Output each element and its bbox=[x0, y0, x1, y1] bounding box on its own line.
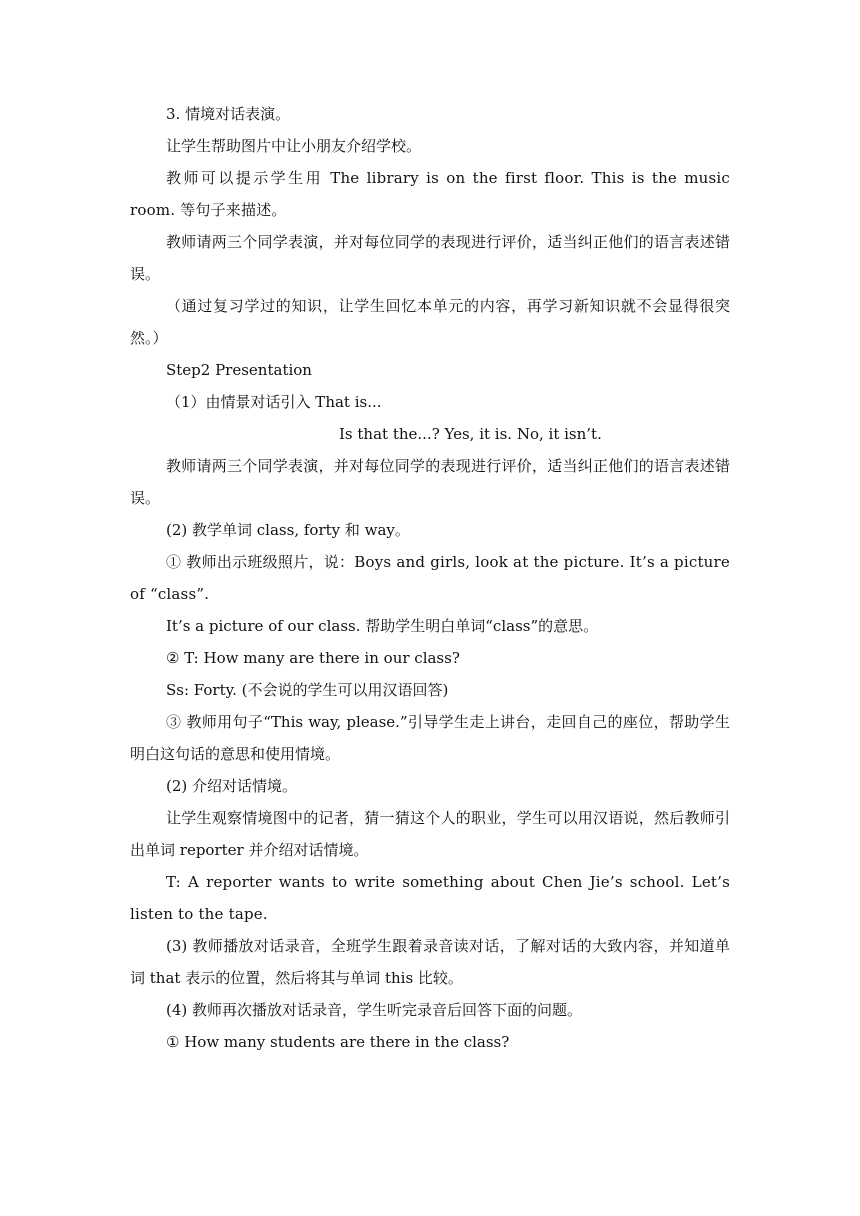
paragraph: T: A reporter wants to write something about Chen Jie’s school. Let’s listen to the tape. bbox=[130, 873, 730, 923]
paragraph: （1）由情景对话引入 That is... bbox=[166, 393, 382, 411]
document-body bbox=[130, 98, 730, 1058]
paragraph-note: （通过复习学过的知识，让学生回忆本单元的内容，再学习新知识就不会显得很突然。） bbox=[130, 297, 730, 347]
paragraph: ① 教师出示班级照片，说：Boys and girls, look at the picture. It’s a picture of “class”. bbox=[130, 553, 730, 603]
paragraph: (2) 介绍对话情境。 bbox=[166, 777, 298, 795]
paragraph: 教师可以提示学生用 The library is on the first floor. This is the music room. 等句子来描述。 bbox=[130, 169, 730, 219]
paragraph: Ss: Forty. (不会说的学生可以用汉语回答) bbox=[166, 681, 449, 699]
paragraph: (4) 教师再次播放对话录音，学生听完录音后回答下面的问题。 bbox=[166, 1001, 583, 1019]
paragraph: (2) 教学单词 class, forty 和 way。 bbox=[166, 521, 410, 539]
section-heading: 3. 情境对话表演。 bbox=[166, 105, 291, 123]
paragraph: 教师请两三个同学表演，并对每位同学的表现进行评价，适当纠正他们的语言表述错误。 bbox=[130, 233, 730, 283]
paragraph: 教师请两三个同学表演，并对每位同学的表现进行评价，适当纠正他们的语言表述错误。 bbox=[130, 457, 730, 507]
paragraph: 让学生观察情境图中的记者，猜一猜这个人的职业，学生可以用汉语说，然后教师引出单词 reporter 并介绍对话情境。 bbox=[130, 809, 730, 859]
paragraph: ② T: How many are there in our class? bbox=[166, 649, 460, 667]
paragraph: It’s a picture of our class. 帮助学生明白单词“class”的意思。 bbox=[166, 617, 599, 635]
paragraph: (3) 教师播放对话录音，全班学生跟着录音读对话，了解对话的大致内容，并知道单词 that 表示的位置，然后将其与单词 this 比较。 bbox=[130, 937, 730, 987]
paragraph: 让学生帮助图片中让小朋友介绍学校。 bbox=[166, 137, 422, 155]
paragraph: ① How many students are there in the class? bbox=[166, 1033, 510, 1051]
step-heading: Step2 Presentation bbox=[166, 361, 312, 379]
dialogue-line: Is that the...? Yes, it is. No, it isn’t. bbox=[339, 425, 602, 443]
paragraph: ③ 教师用句子“This way, please.”引导学生走上讲台，走回自己的座位，帮助学生明白这句话的意思和使用情境。 bbox=[130, 713, 730, 763]
